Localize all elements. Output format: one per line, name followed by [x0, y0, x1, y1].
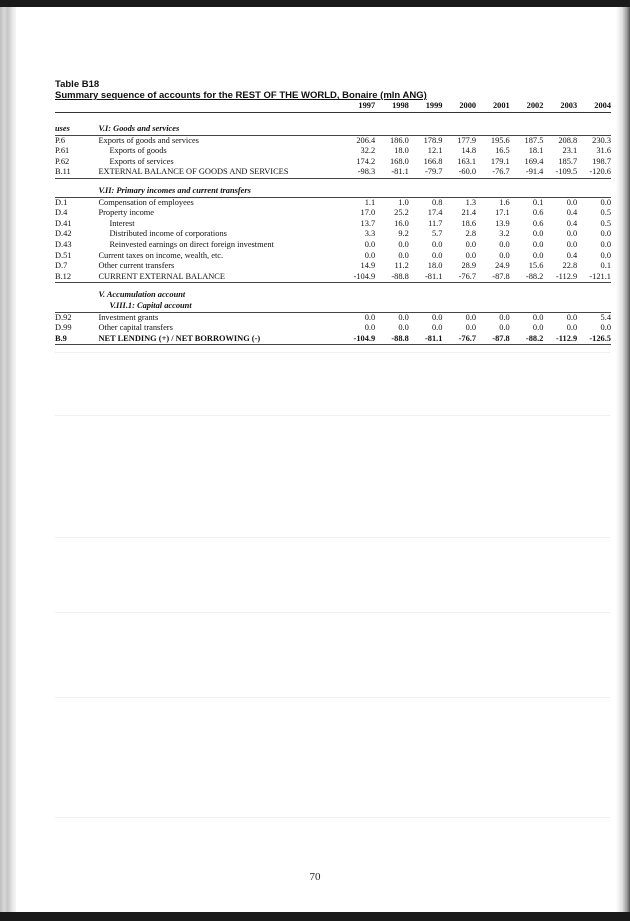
- value-cell: 0.0: [398, 312, 409, 322]
- value-cell: 0.0: [566, 229, 578, 239]
- value-cell: 0.0: [499, 323, 510, 333]
- value-cell: -126.5: [577, 334, 611, 345]
- value-cell: -120.6: [577, 167, 611, 178]
- section-header-row: [55, 178, 611, 197]
- value-cell: 206.4: [356, 135, 376, 145]
- empty-cell: [442, 113, 476, 136]
- value-cell: 0.0: [600, 239, 611, 249]
- value-cell: 166.8: [423, 156, 443, 166]
- row-label: NET LENDING (+) / NET BORROWING (-): [98, 334, 341, 345]
- value-cell: 0.1: [532, 197, 544, 207]
- value-cell: 0.0: [532, 323, 544, 333]
- value-cell: 198.7: [592, 156, 611, 166]
- row-label: Interest: [109, 218, 135, 228]
- year-header-row: [55, 101, 611, 113]
- row-label: Exports of goods: [109, 146, 167, 156]
- empty-cell: [341, 113, 375, 136]
- table-row: [55, 272, 611, 283]
- table-row: [55, 251, 611, 262]
- value-cell: 0.0: [398, 239, 409, 249]
- empty-cell: [341, 178, 375, 197]
- bleed-through-line: [55, 352, 610, 353]
- value-cell: 5.4: [600, 312, 611, 322]
- value-cell: 9.2: [398, 229, 409, 239]
- value-cell: 179.1: [490, 156, 510, 166]
- value-cell: 0.4: [566, 218, 578, 228]
- value-cell: 15.6: [528, 261, 544, 271]
- year-header: 2003: [543, 101, 577, 113]
- value-cell: 178.9: [423, 135, 443, 145]
- value-cell: 18.1: [528, 146, 544, 156]
- row-code: D.92: [55, 312, 72, 322]
- row-label: Compensation of employees: [98, 197, 194, 207]
- section-header-row: [55, 283, 611, 301]
- value-cell: 0.0: [364, 239, 376, 249]
- value-cell: 21.4: [461, 208, 477, 218]
- year-header: 2002: [510, 101, 544, 113]
- year-header: 2000: [442, 101, 476, 113]
- value-cell: 0.0: [499, 250, 510, 260]
- value-cell: -88.8: [375, 334, 409, 345]
- row-label: Exports of goods and services: [98, 135, 199, 145]
- empty-cell: [442, 178, 476, 197]
- value-cell: 13.9: [495, 218, 510, 228]
- value-cell: -87.8: [476, 272, 510, 283]
- empty-cell: [341, 301, 375, 312]
- value-cell: -112.9: [543, 272, 577, 283]
- value-cell: 0.5: [600, 208, 611, 218]
- empty-cell: [409, 113, 443, 136]
- value-cell: 0.0: [431, 250, 443, 260]
- table-row: [55, 323, 611, 334]
- value-cell: 0.0: [566, 323, 578, 333]
- page-shadow-edge: [616, 7, 630, 912]
- empty-cell: [476, 301, 510, 312]
- value-cell: 14.9: [360, 261, 376, 271]
- value-cell: 16.5: [495, 146, 510, 156]
- empty-cell: [375, 113, 409, 136]
- empty-cell: [510, 283, 544, 301]
- empty-cell: [577, 283, 611, 301]
- value-cell: 0.0: [532, 229, 544, 239]
- value-cell: 177.9: [457, 135, 477, 145]
- row-code: D.1: [55, 197, 68, 207]
- table-row: [55, 334, 611, 345]
- table-row: [55, 197, 611, 208]
- value-cell: 1.0: [398, 197, 409, 207]
- empty-cell: [577, 113, 611, 136]
- row-code: B.9: [55, 334, 98, 345]
- value-cell: 14.8: [461, 146, 477, 156]
- value-cell: 1.3: [465, 197, 477, 207]
- section-header-row: [55, 113, 611, 136]
- row-code: D.43: [55, 239, 72, 249]
- year-header: 2001: [476, 101, 510, 113]
- row-label: Distributed income of corporations: [109, 229, 227, 239]
- table-row: [55, 219, 611, 230]
- year-header: 1999: [409, 101, 443, 113]
- value-cell: 0.0: [532, 312, 544, 322]
- row-label: EXTERNAL BALANCE OF GOODS AND SERVICES: [98, 167, 341, 178]
- value-cell: 0.0: [398, 323, 409, 333]
- value-cell: 0.4: [566, 208, 578, 218]
- value-cell: 11.2: [394, 261, 409, 271]
- value-cell: -104.9: [341, 272, 375, 283]
- section-title: V.II: Primary incomes and current transfers: [98, 178, 341, 197]
- subsection-title: V.III.1: Capital account: [98, 301, 341, 312]
- value-cell: 0.6: [532, 218, 544, 228]
- section-title: V.I: Goods and services: [98, 113, 341, 136]
- value-cell: 185.7: [558, 156, 578, 166]
- value-cell: 0.0: [465, 312, 477, 322]
- empty-cell: [543, 283, 577, 301]
- value-cell: -112.9: [543, 334, 577, 345]
- empty-cell: [375, 301, 409, 312]
- table-body: [55, 113, 611, 345]
- value-cell: 208.8: [558, 135, 578, 145]
- summary-table-block: [55, 79, 611, 345]
- year-header: 2004: [577, 101, 611, 113]
- bleed-through-line: [55, 537, 610, 538]
- value-cell: 0.0: [600, 250, 611, 260]
- row-code: B.12: [55, 272, 98, 283]
- value-cell: 0.0: [532, 250, 544, 260]
- empty-cell: [409, 301, 443, 312]
- value-cell: 0.0: [465, 323, 477, 333]
- value-cell: 23.1: [562, 146, 578, 156]
- value-cell: 0.0: [600, 229, 611, 239]
- value-cell: -76.7: [442, 272, 476, 283]
- empty-cell: [543, 301, 577, 312]
- empty-cell: [476, 283, 510, 301]
- section-code: [55, 178, 98, 197]
- value-cell: 1.1: [364, 197, 376, 207]
- value-cell: -121.1: [577, 272, 611, 283]
- page-binding-edge: [0, 7, 16, 912]
- value-cell: -109.5: [543, 167, 577, 178]
- row-code: D.42: [55, 229, 72, 239]
- empty-cell: [409, 283, 443, 301]
- value-cell: 169.4: [524, 156, 544, 166]
- empty-cell: [543, 178, 577, 197]
- value-cell: 0.0: [566, 312, 578, 322]
- value-cell: 11.7: [428, 218, 443, 228]
- row-code: B.11: [55, 167, 98, 178]
- value-cell: -88.8: [375, 272, 409, 283]
- section-code: uses: [55, 113, 98, 136]
- value-cell: 22.8: [562, 261, 578, 271]
- row-label: Exports of services: [109, 156, 174, 166]
- bleed-through-line: [55, 415, 610, 416]
- value-cell: 0.4: [566, 250, 578, 260]
- value-cell: -104.9: [341, 334, 375, 345]
- empty-cell: [375, 283, 409, 301]
- value-cell: 195.6: [490, 135, 510, 145]
- table-row: [55, 146, 611, 157]
- empty-cell: [543, 113, 577, 136]
- document-page: [0, 7, 630, 912]
- value-cell: 163.1: [457, 156, 477, 166]
- bleed-through-line: [55, 697, 610, 698]
- value-cell: 0.0: [600, 197, 611, 207]
- value-cell: 187.5: [524, 135, 544, 145]
- value-cell: 24.9: [495, 261, 510, 271]
- value-cell: 18.0: [394, 146, 409, 156]
- value-cell: 0.0: [566, 239, 578, 249]
- value-cell: 0.0: [532, 239, 544, 249]
- table-label: Table B18: [55, 79, 100, 90]
- value-cell: -79.7: [409, 167, 443, 178]
- table-row: [55, 167, 611, 178]
- row-code: D.7: [55, 261, 68, 271]
- value-cell: 0.1: [600, 261, 611, 271]
- value-cell: -98.3: [341, 167, 375, 178]
- table-row: [55, 312, 611, 323]
- table-row: [55, 261, 611, 272]
- row-code: P.61: [55, 146, 70, 156]
- value-cell: 16.0: [394, 218, 409, 228]
- value-cell: -91.4: [510, 167, 544, 178]
- value-cell: 230.3: [592, 135, 611, 145]
- value-cell: 28.9: [461, 261, 477, 271]
- value-cell: -88.2: [510, 272, 544, 283]
- value-cell: -81.1: [375, 167, 409, 178]
- value-cell: 3.3: [364, 229, 376, 239]
- year-header: 1997: [341, 101, 375, 113]
- bleed-through-line: [55, 612, 610, 613]
- value-cell: 0.0: [431, 239, 443, 249]
- value-cell: 32.2: [360, 146, 376, 156]
- table-row: [55, 208, 611, 219]
- table-row: [55, 229, 611, 240]
- value-cell: 18.0: [427, 261, 443, 271]
- empty-cell: [341, 283, 375, 301]
- table-row: [55, 135, 611, 146]
- value-cell: 2.8: [465, 229, 477, 239]
- value-cell: 0.0: [600, 323, 611, 333]
- value-cell: 0.0: [566, 197, 578, 207]
- empty-cell: [510, 301, 544, 312]
- table-title: Summary sequence of accounts for the REST OF THE WORLD, Bonaire (mln ANG): [55, 90, 427, 101]
- table-row: [55, 240, 611, 251]
- row-label: Other capital transfers: [98, 323, 173, 333]
- subsection-header-row: [55, 301, 611, 312]
- row-label: CURRENT EXTERNAL BALANCE: [98, 272, 341, 283]
- table-row: [55, 157, 611, 168]
- value-cell: 5.7: [431, 229, 443, 239]
- section-code: [55, 283, 98, 301]
- empty-cell: [442, 301, 476, 312]
- value-cell: 31.6: [596, 146, 611, 156]
- value-cell: -87.8: [476, 334, 510, 345]
- value-cell: 17.0: [360, 208, 376, 218]
- value-cell: 17.1: [495, 208, 510, 218]
- value-cell: 0.0: [499, 312, 510, 322]
- row-code: D.41: [55, 218, 72, 228]
- row-label: Investment grants: [98, 312, 159, 322]
- value-cell: 1.6: [499, 197, 510, 207]
- empty-cell: [510, 178, 544, 197]
- value-cell: 0.0: [431, 323, 443, 333]
- value-cell: -81.1: [409, 334, 443, 345]
- bleed-through-line: [55, 817, 610, 818]
- row-code: D.4: [55, 208, 68, 218]
- empty-cell: [476, 113, 510, 136]
- value-cell: 3.2: [499, 229, 510, 239]
- value-cell: 0.0: [431, 312, 443, 322]
- row-code: P.6: [55, 135, 66, 145]
- value-cell: 186.0: [389, 135, 409, 145]
- empty-cell: [55, 301, 98, 312]
- value-cell: 168.0: [389, 156, 409, 166]
- value-cell: 0.5: [600, 218, 611, 228]
- value-cell: 12.1: [427, 146, 443, 156]
- value-cell: 25.2: [394, 208, 409, 218]
- value-cell: 0.0: [364, 250, 376, 260]
- row-code: D.99: [55, 323, 72, 333]
- row-code: P.62: [55, 156, 70, 166]
- page-number: 70: [309, 871, 321, 883]
- value-cell: 18.6: [461, 218, 477, 228]
- section-title: V. Accumulation account: [98, 290, 186, 300]
- empty-cell: [409, 178, 443, 197]
- value-cell: 0.0: [364, 323, 376, 333]
- row-label: Property income: [98, 208, 155, 218]
- empty-cell: [577, 178, 611, 197]
- year-header: 1998: [375, 101, 409, 113]
- value-cell: 0.6: [532, 208, 544, 218]
- row-label: Reinvested earnings on direct foreign investment: [109, 239, 274, 249]
- empty-cell: [442, 283, 476, 301]
- value-cell: 13.7: [360, 218, 376, 228]
- empty-cell: [510, 113, 544, 136]
- value-cell: 0.8: [431, 197, 443, 207]
- row-code: D.51: [55, 250, 72, 260]
- value-cell: 17.4: [427, 208, 443, 218]
- value-cell: 0.0: [499, 239, 510, 249]
- row-label: Other current transfers: [98, 261, 175, 271]
- value-cell: 0.0: [465, 250, 477, 260]
- value-cell: -60.0: [442, 167, 476, 178]
- value-cell: 0.0: [465, 239, 477, 249]
- row-label: Current taxes on income, wealth, etc.: [98, 250, 224, 260]
- empty-cell: [375, 178, 409, 197]
- empty-cell: [577, 301, 611, 312]
- value-cell: -81.1: [409, 272, 443, 283]
- value-cell: -76.7: [476, 167, 510, 178]
- value-cell: 0.0: [364, 312, 376, 322]
- value-cell: 0.0: [398, 250, 409, 260]
- empty-cell: [476, 178, 510, 197]
- value-cell: -76.7: [442, 334, 476, 345]
- value-cell: 174.2: [356, 156, 376, 166]
- accounts-table: [55, 101, 611, 345]
- value-cell: -88.2: [510, 334, 544, 345]
